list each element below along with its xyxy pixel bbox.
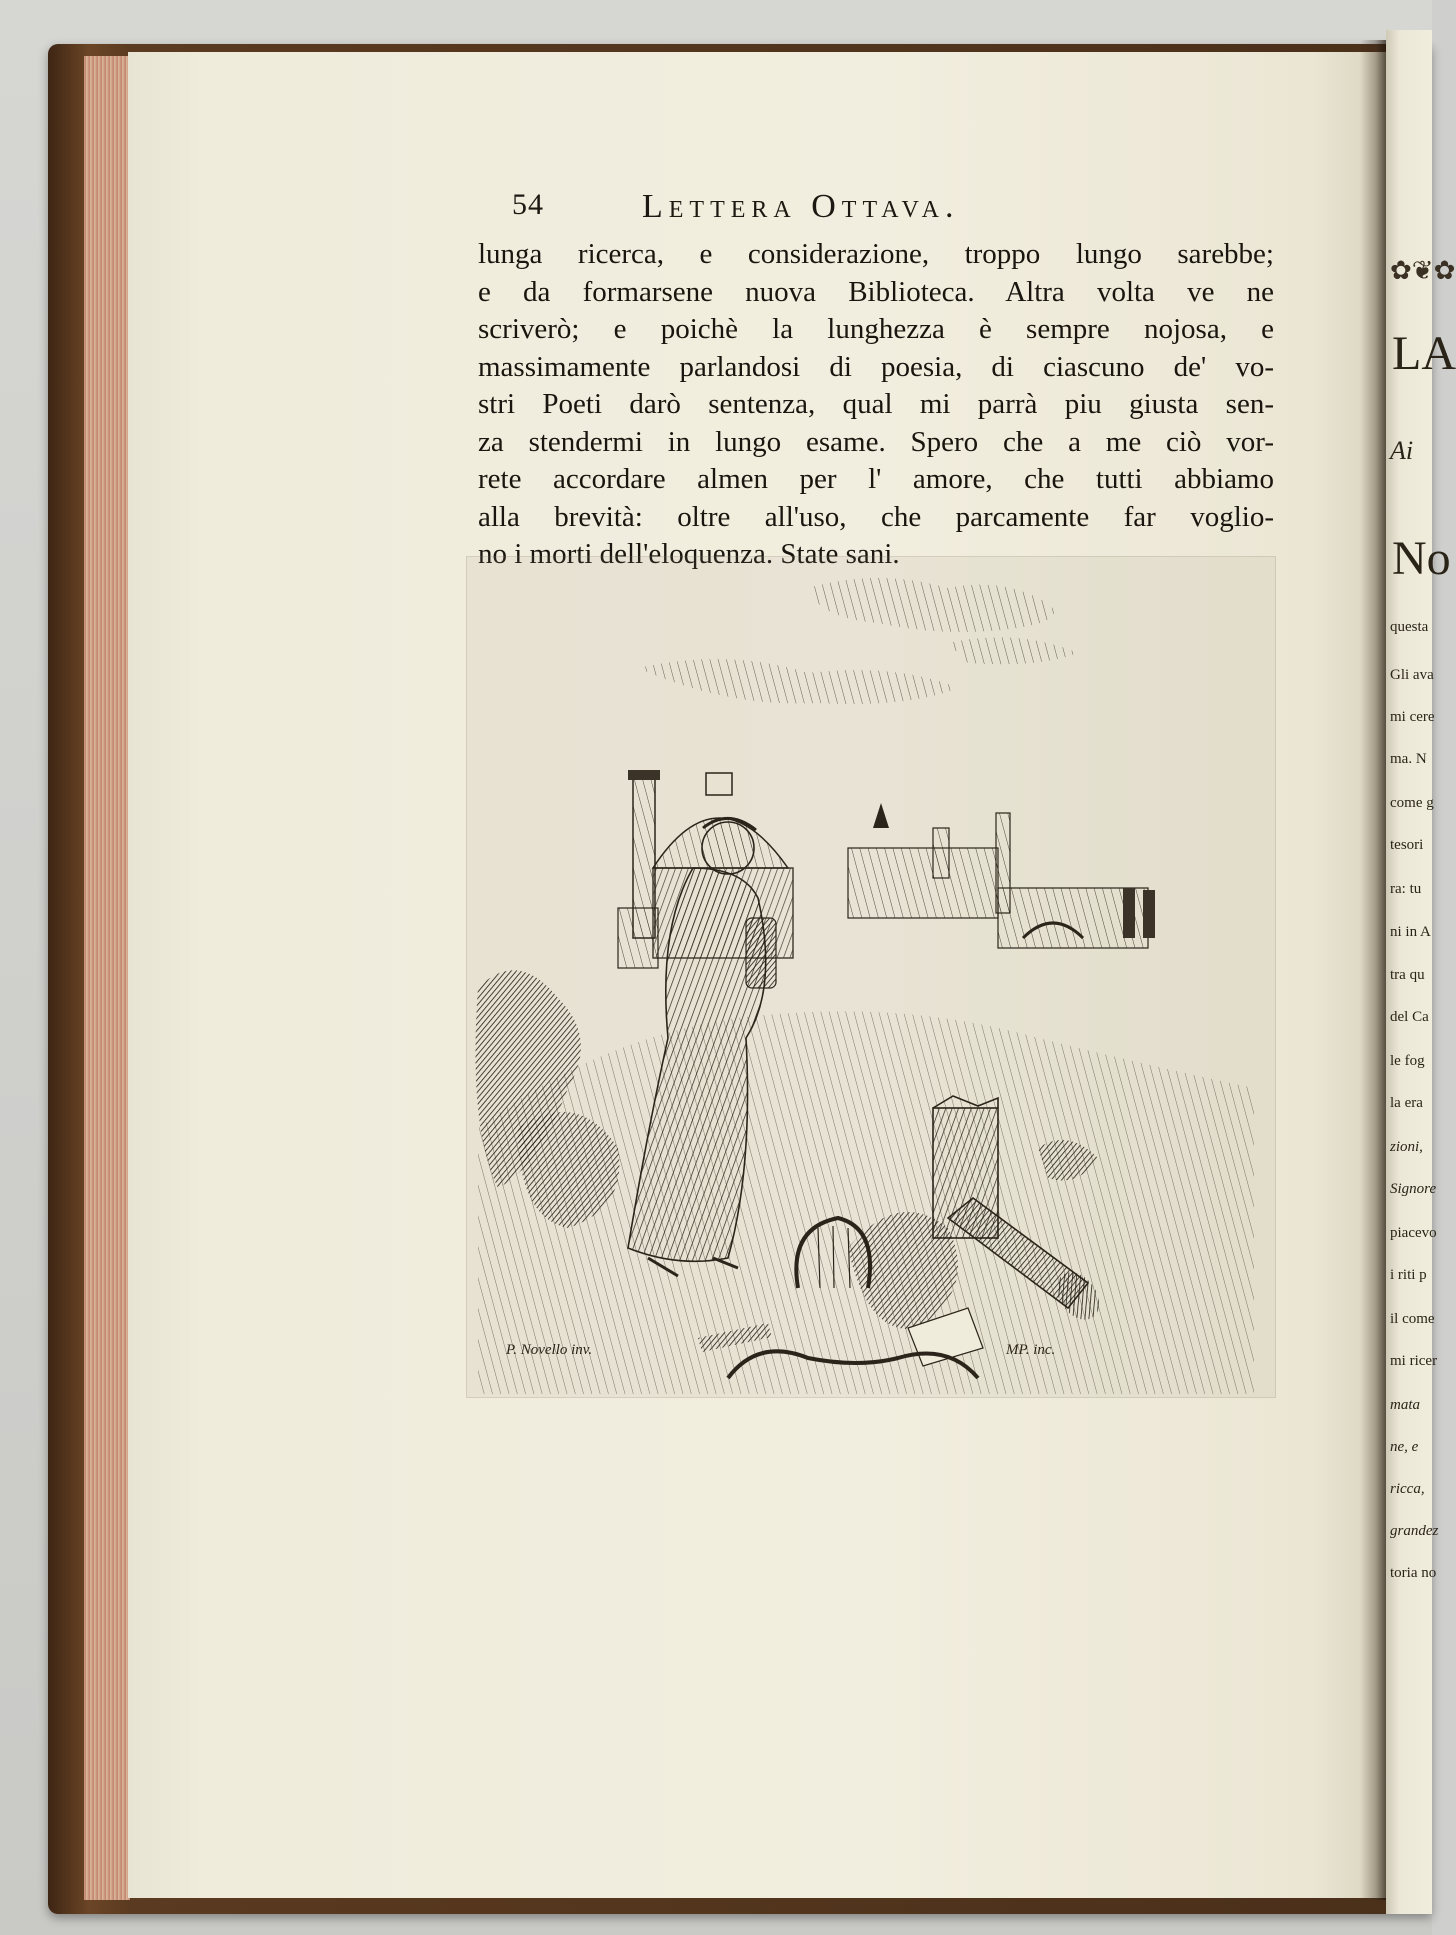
text-fragment: ricca, (1390, 1481, 1425, 1497)
text-fragment: il come (1390, 1311, 1435, 1327)
page-edges (84, 56, 130, 1900)
subheading-fragment: Ai (1390, 436, 1414, 465)
text-fragment: toria no (1390, 1565, 1437, 1581)
text-fragment: mi cere (1390, 709, 1435, 725)
text-fragment: mi ricer (1390, 1353, 1438, 1369)
text-fragment: Signore (1390, 1181, 1437, 1197)
text-line: no i morti dell'eloquenza. State sani. (478, 538, 900, 570)
text-fragment: la era (1390, 1095, 1423, 1111)
text-fragment: questa (1390, 619, 1429, 635)
text-fragment: come g (1390, 795, 1434, 811)
text-line: za stendermi in lungo esame. Spero che a me ciò vor- (478, 425, 1274, 458)
engraving-illustration (478, 568, 1254, 1394)
heading-fragment: LA (1392, 327, 1456, 380)
text-fragment: Gli ava (1390, 667, 1434, 683)
engraving-credit-left: P. Novello inv. (506, 1342, 593, 1358)
text-fragment: piacevo (1390, 1225, 1437, 1241)
text-fragment: tra qu (1390, 967, 1425, 983)
distant-buildings (848, 803, 1155, 948)
engraving-credit-right: MP. inc. (1006, 1342, 1056, 1358)
drop-cap-fragment: No (1392, 532, 1451, 585)
text-fragment: zioni, (1390, 1139, 1423, 1155)
running-head (512, 188, 1272, 228)
right-page-edge (1386, 30, 1456, 1914)
text-fragment: del Ca (1390, 1009, 1429, 1025)
text-fragment: tesori (1390, 837, 1424, 853)
text-fragment: ra: tu (1390, 881, 1422, 897)
text-line: stri Poeti darò sentenza, qual mi parrà piu giusta sen- (478, 388, 1274, 420)
page-number: 54 (512, 188, 544, 221)
text-fragment: ne, e (1390, 1439, 1419, 1455)
text-line: e da formarsene nuova Biblioteca. Altra volta ve ne (478, 275, 1274, 308)
text-fragment: mata (1390, 1397, 1420, 1413)
text-fragment: ni in A (1390, 924, 1431, 940)
text-line: alla brevità: oltre all'uso, che parcamente far voglio- (478, 500, 1274, 533)
clouds (638, 578, 1078, 704)
text-fragment: grandez (1390, 1523, 1439, 1539)
text-fragment: i riti p (1390, 1267, 1427, 1283)
text-line: massimamente parlandosi di poesia, di ciascuno de' vo- (478, 350, 1274, 383)
ornament: ✿❦✿ (1390, 256, 1456, 285)
running-head-title: Lettera Ottava. (642, 188, 960, 225)
text-line: lunga ricerca, e considerazione, troppo lungo sarebbe; (478, 238, 1274, 270)
letter-text (478, 236, 1274, 574)
book-gutter (1360, 40, 1386, 1900)
text-line: rete accordare almen per l' amore, che tutti abbiamo (478, 463, 1274, 495)
text-fragment: le fog (1390, 1053, 1425, 1069)
text-fragment: ma. N (1390, 751, 1427, 767)
text-line: scriverò; e poichè la lunghezza è sempre nojosa, e (478, 313, 1274, 345)
